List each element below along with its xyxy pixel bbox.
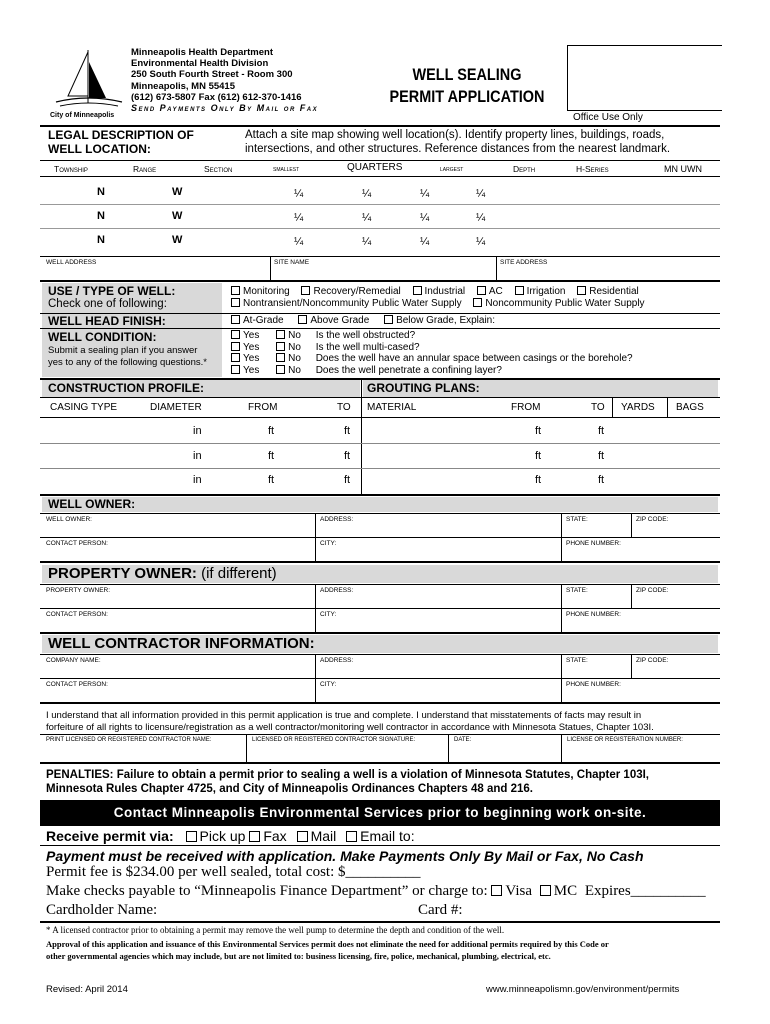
col-quarters: QUARTERS (347, 162, 403, 173)
checkbox-icon (276, 342, 285, 351)
property-state-field[interactable]: STATE: (566, 587, 588, 594)
industrial-checkbox[interactable] (413, 286, 466, 297)
condition-note1: Submit a sealing plan if you answer (48, 345, 198, 356)
checkbox-icon (231, 298, 240, 307)
checks-text: Make checks payable to “Minneapolis Finance Department” or charge to: (46, 883, 488, 899)
col-mnuwn: MN UWN (664, 164, 702, 174)
yes-label: Yes (243, 341, 260, 353)
condition-note2: yes to any of the following questions.* (48, 357, 207, 368)
checkbox-icon (477, 286, 486, 295)
property-if-different: (if different) (201, 565, 277, 582)
pickup-label: Pick up (199, 828, 246, 844)
checkbox-icon (231, 315, 240, 324)
question-text: Is the well multi-cased? (315, 341, 420, 353)
use-options-row1 (231, 286, 639, 297)
quarter-4: ¼ (476, 236, 486, 248)
grout-to-ft: ft (598, 425, 605, 437)
legal-label-line2: WELL LOCATION: (48, 142, 151, 156)
col-range: Range (133, 164, 157, 174)
owner-phone-field[interactable]: PHONE NUMBER: (566, 540, 621, 547)
send-payments: Send Payments Only By Mail or Fax (131, 103, 319, 114)
checks-line (46, 883, 706, 900)
diameter-in: in (193, 474, 202, 486)
use-check: Check one of following: (48, 298, 167, 310)
city-logo (48, 48, 128, 110)
from-col: FROM (248, 402, 278, 413)
bags-col: BAGS (676, 402, 704, 413)
contractor-zip-field[interactable]: ZIP CODE: (636, 657, 669, 664)
visa-label: Visa (505, 883, 533, 899)
penalties-line2: Minnesota Rules Chapter 4725, and City of Minneapolis Ordinances Chapters 48 and 216. (46, 783, 533, 795)
quarter-2: ¼ (362, 188, 372, 200)
property-name-field[interactable]: PROPERTY OWNER: (46, 587, 111, 594)
to-ft: ft (344, 474, 351, 486)
township-n: N (97, 234, 105, 246)
col-township: Township (54, 164, 88, 174)
checkbox-icon (231, 365, 240, 374)
condition-q2 (231, 342, 420, 353)
residential-label: Residential (589, 286, 639, 297)
grout-from-ft: ft (535, 450, 542, 462)
fax-label: Fax (263, 828, 287, 844)
grout-from-ft: ft (535, 474, 542, 486)
grout-to-col: TO (591, 402, 605, 413)
dept-address: 250 South Fourth Street - Room 300 (131, 69, 293, 81)
dept-city: Minneapolis, MN 55415 (131, 80, 236, 92)
checkbox-icon (186, 831, 197, 842)
use-label: USE / TYPE OF WELL: (48, 284, 176, 298)
col-largest: largest (440, 164, 464, 173)
yes-checkbox[interactable] (231, 365, 259, 376)
construction-label: CONSTRUCTION PROFILE: (48, 381, 204, 395)
fax-checkbox[interactable] (249, 828, 286, 844)
mc-label: MC (553, 883, 578, 899)
payment-title: Payment must be received with application. Make Payments Only By Mail or Fax, No Cash (46, 848, 644, 864)
yards-col: YARDS (621, 402, 655, 413)
property-label: PROPERTY OWNER: (48, 565, 197, 582)
from-ft: ft (268, 425, 275, 437)
noncommunity-checkbox[interactable] (473, 298, 644, 309)
contractor-city-field[interactable]: CITY: (320, 681, 337, 688)
visa-checkbox[interactable] (491, 883, 532, 899)
no-label: No (288, 341, 301, 353)
nontransient-checkbox[interactable] (231, 298, 462, 309)
quarter-3: ¼ (420, 236, 430, 248)
email-label: Email to: (360, 828, 415, 844)
to-ft: ft (344, 425, 351, 437)
office-use-label: Office Use Only (573, 112, 643, 123)
township-n: N (97, 186, 105, 198)
property-phone-field[interactable]: PHONE NUMBER: (566, 611, 621, 618)
condition-q3 (231, 353, 633, 364)
property-contact-field[interactable]: CONTACT PERSON: (46, 611, 108, 618)
use-options-row2 (231, 298, 645, 309)
contractor-contact-field[interactable]: CONTACT PERSON: (46, 681, 108, 688)
recovery-label: Recovery/Remedial (313, 286, 401, 297)
grouting-label: GROUTING PLANS: (367, 381, 480, 395)
owner-name-field[interactable]: WELL OWNER: (46, 516, 92, 523)
col-section: Section (204, 164, 233, 174)
footnote-pump: * A licensed contractor prior to obtaining a permit may remove the well pump to determine the depth and condition of the well. (46, 925, 505, 935)
col-depth: Depth (513, 164, 536, 174)
logo-caption: City of Minneapolis (50, 112, 115, 119)
checkbox-icon (276, 330, 285, 339)
casing-col: CASING TYPE (50, 402, 118, 413)
revised-date: Revised: April 2014 (46, 984, 128, 995)
head-label: WELL HEAD FINISH: (48, 314, 166, 328)
head-options (231, 315, 495, 326)
quarter-3: ¼ (420, 212, 430, 224)
print-name-label: PRINT LICENSED OR REGISTERED CONTRACTOR NAME: (46, 737, 212, 743)
contractor-label: WELL CONTRACTOR INFORMATION: (48, 635, 315, 652)
checkbox-icon (413, 286, 422, 295)
checkbox-icon (540, 885, 551, 896)
mail-label: Mail (310, 828, 337, 844)
legal-label (48, 128, 194, 156)
site-name-label: SITE NAME (274, 259, 310, 266)
no-checkbox[interactable] (276, 365, 301, 376)
quarter-1: ¼ (294, 236, 304, 248)
grout-to-ft: ft (598, 450, 605, 462)
checkbox-icon (249, 831, 260, 842)
legal-instructions (245, 128, 670, 156)
website-url: www.minneapolismn.gov/environment/permits (486, 984, 680, 995)
dept-line1: Minneapolis Health Department (131, 47, 273, 58)
grout-to-ft: ft (598, 474, 605, 486)
checkbox-icon (515, 286, 524, 295)
owner-address-field[interactable]: ADDRESS: (320, 516, 354, 523)
contractor-name-field[interactable]: COMPANY NAME: (46, 657, 101, 664)
contractor-section-label (48, 635, 315, 652)
yes-label: Yes (243, 364, 260, 376)
signature-label: LICENSED OR REGISTERED CONTRACTOR SIGNATURE: (252, 737, 416, 743)
noncommunity-label: Noncommunity Public Water Supply (485, 298, 645, 309)
yes-checkbox[interactable] (231, 330, 259, 341)
to-col: TO (337, 402, 351, 413)
quarter-1: ¼ (294, 188, 304, 200)
dept-line2: Environmental Health Division (131, 58, 269, 70)
owner-city-field[interactable]: CITY: (320, 540, 337, 547)
col-hseries: H-Series (576, 164, 609, 174)
date-label: DATE: (454, 737, 472, 743)
at-grade-label: At-Grade (243, 315, 284, 326)
above-grade-label: Above Grade (310, 315, 370, 326)
expires-field[interactable]: Expires__________ (584, 883, 706, 899)
cert-text (46, 710, 654, 734)
mail-checkbox[interactable] (297, 828, 337, 844)
property-zip-field[interactable]: ZIP CODE: (636, 587, 669, 594)
question-text: Does the well have an annular space between casings or the borehole? (315, 353, 633, 364)
no-label: No (288, 353, 301, 364)
no-label: No (288, 330, 301, 341)
quarter-1: ¼ (294, 212, 304, 224)
recovery-checkbox[interactable] (301, 286, 400, 297)
diameter-in: in (193, 425, 202, 437)
grout-from-col: FROM (511, 402, 541, 413)
no-label: No (288, 364, 301, 376)
checkbox-icon (346, 831, 357, 842)
footnote-approval-line2: other governmental agencies which may include, but are not limited to: business licensing, fire, police, mechanical, plumbing, electrical, etc. (46, 951, 551, 961)
from-ft: ft (268, 450, 275, 462)
cardholder-label[interactable]: Cardholder Name: (46, 902, 158, 918)
quarter-4: ¼ (476, 212, 486, 224)
at-grade-checkbox[interactable] (231, 315, 284, 326)
instructions-line1: Attach a site map showing well location(s). Identify property lines, buildings, roads, (245, 129, 665, 141)
range-w: W (172, 210, 183, 222)
title-line1: WELL SEALING (412, 65, 522, 84)
property-city-field[interactable]: CITY: (320, 611, 337, 618)
checkbox-icon (276, 353, 285, 362)
contractor-state-field[interactable]: STATE: (566, 657, 588, 664)
form-title (386, 64, 548, 108)
quarter-3: ¼ (420, 188, 430, 200)
owner-label: WELL OWNER: (48, 497, 136, 511)
title-line2: PERMIT APPLICATION (389, 87, 545, 106)
diameter-col: DIAMETER (150, 402, 202, 413)
site-address-label: SITE ADDRESS (500, 259, 548, 266)
quarter-2: ¼ (362, 212, 372, 224)
quarter-2: ¼ (362, 236, 372, 248)
contractor-address-field[interactable]: ADDRESS: (320, 657, 354, 664)
nontransient-label: Nontransient/Noncommunity Public Water Supply (243, 298, 462, 309)
industrial-label: Industrial (424, 286, 466, 297)
receive-label: Receive permit via: (46, 828, 174, 844)
below-grade-label: Below Grade, Explain: (396, 315, 496, 326)
material-col: MATERIAL (367, 402, 417, 413)
contact-banner: Contact Minneapolis Environmental Services prior to beginning work on-site. (40, 800, 720, 826)
checkbox-icon (298, 315, 307, 324)
cert-line2: forfeiture of all rights to licensure/registration as a well contractor/monitoring well contractor in accordance with Minnesota Statues, Chapter 103I. (46, 722, 654, 733)
range-w: W (172, 234, 183, 246)
condition-q4 (231, 365, 502, 376)
monitoring-checkbox[interactable] (231, 286, 290, 297)
condition-q1 (231, 330, 415, 341)
range-w: W (172, 186, 183, 198)
owner-zip-field[interactable]: ZIP CODE: (636, 516, 669, 523)
dept-phone: (612) 673-5807 Fax (612) 612-370-1416 (131, 91, 302, 103)
condition-label: WELL CONDITION: (48, 330, 157, 344)
checkbox-icon (231, 353, 240, 362)
owner-section-label (48, 497, 135, 511)
col-smallest: smallest (273, 164, 300, 173)
checkbox-icon (297, 831, 308, 842)
property-address-field[interactable]: ADDRESS: (320, 587, 354, 594)
checkbox-icon (384, 315, 393, 324)
condition-note (48, 345, 207, 369)
checkbox-icon (301, 286, 310, 295)
grout-from-ft: ft (535, 425, 542, 437)
residential-checkbox[interactable] (577, 286, 638, 297)
fee-line: Permit fee is $234.00 per well sealed, total cost: $__________ (46, 864, 421, 880)
license-label: LICENSE OR REGISTERATION NUMBER: (567, 737, 683, 743)
checkbox-icon (231, 342, 240, 351)
mc-checkbox[interactable] (540, 883, 577, 899)
dept-block (131, 47, 318, 114)
checkbox-icon (276, 365, 285, 374)
from-ft: ft (268, 474, 275, 486)
property-section-label (48, 565, 277, 582)
pickup-checkbox[interactable] (186, 828, 246, 844)
checkbox-icon (231, 330, 240, 339)
footnote-approval-line1: Approval of this application and issuance of this Environmental Services permit does not eliminate the need for additional permits required by this Code or (46, 939, 609, 949)
township-n: N (97, 210, 105, 222)
instructions-line2: intersections, and other structures. Reference distances from the nearest landmark. (245, 143, 671, 155)
yes-checkbox[interactable] (231, 342, 259, 353)
ac-checkbox[interactable] (477, 286, 503, 297)
ac-label: AC (488, 286, 503, 297)
receive-row (46, 828, 415, 844)
cert-line1: I understand that all information provided in this permit application is true and complete. I understand that misstatements of facts may result in (46, 710, 642, 721)
checkbox-icon (577, 286, 586, 295)
to-ft: ft (344, 450, 351, 462)
contractor-phone-field[interactable]: PHONE NUMBER: (566, 681, 621, 688)
no-checkbox[interactable] (276, 342, 301, 353)
yes-label: Yes (243, 330, 260, 341)
irrigation-label: Irrigation (526, 286, 566, 297)
checkbox-icon (491, 885, 502, 896)
penalties-line1: PENALTIES: Failure to obtain a permit prior to sealing a well is a violation of Minnesota Statutes, Chapter 103I, (46, 769, 650, 781)
checkbox-icon (473, 298, 482, 307)
legal-label-line1: LEGAL DESCRIPTION OF (48, 128, 194, 142)
yes-label: Yes (243, 353, 260, 364)
no-checkbox[interactable] (276, 330, 301, 341)
well-address-label: WELL ADDRESS (46, 259, 97, 266)
email-checkbox[interactable] (346, 828, 414, 844)
irrigation-checkbox[interactable] (515, 286, 566, 297)
no-checkbox[interactable] (276, 353, 301, 364)
card-number-label[interactable]: Card #: (418, 902, 463, 918)
checkbox-icon (231, 286, 240, 295)
owner-state-field[interactable]: STATE: (566, 516, 588, 523)
below-grade-checkbox[interactable] (384, 315, 495, 326)
monitoring-label: Monitoring (243, 286, 290, 297)
question-text: Does the well penetrate a confining layer? (315, 364, 502, 376)
quarter-4: ¼ (476, 188, 486, 200)
above-grade-checkbox[interactable] (298, 315, 369, 326)
question-text: Is the well obstructed? (315, 330, 416, 341)
owner-contact-field[interactable]: CONTACT PERSON: (46, 540, 108, 547)
footnote-approval (46, 938, 609, 962)
yes-checkbox[interactable] (231, 353, 259, 364)
penalties (46, 768, 649, 796)
diameter-in: in (193, 450, 202, 462)
